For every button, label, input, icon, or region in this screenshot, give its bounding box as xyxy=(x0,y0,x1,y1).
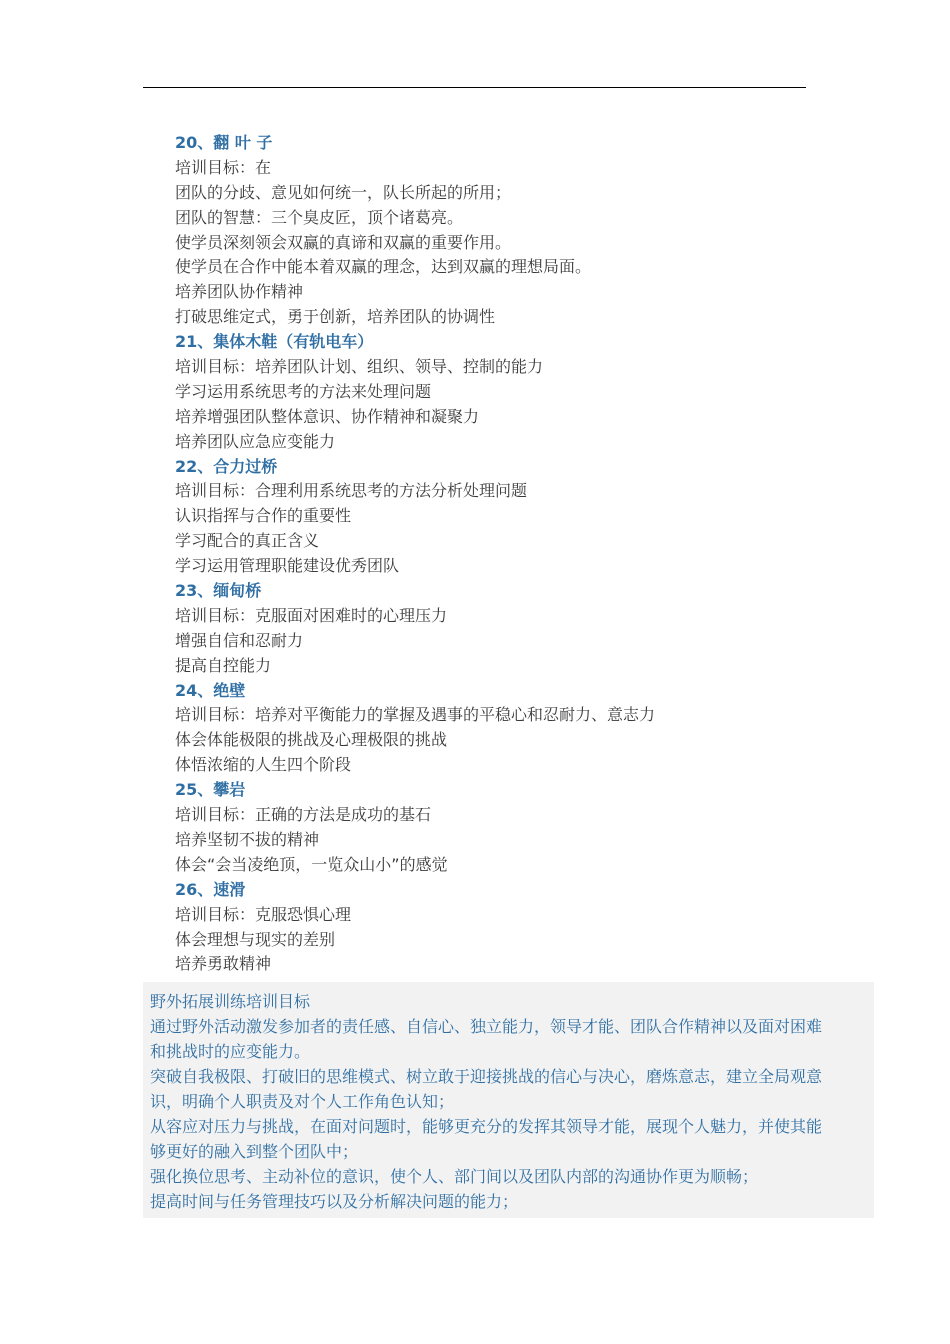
section-line: 培训目标：培养对平衡能力的掌握及遇事的平稳心和忍耐力、意志力 xyxy=(175,705,656,725)
section-title: 20、翻 叶 子 xyxy=(175,133,273,152)
section-line: 团队的智慧：三个臭皮匠，顶个诸葛亮。 xyxy=(175,207,464,227)
section-line: 培养团队应急应变能力 xyxy=(175,431,336,451)
summary-line: 从容应对压力与挑战，在面对问题时，能够更充分的发挥其领导才能，展现个人魅力，并使其能 xyxy=(150,1117,823,1136)
header-rule xyxy=(143,87,806,88)
section-line: 培训目标：合理利用系统思考的方法分析处理问题 xyxy=(175,481,528,501)
summary-line: 够更好的融入到整个团队中； xyxy=(150,1142,359,1161)
section-line: 体会体能极限的挑战及心理极限的挑战 xyxy=(175,730,448,750)
section-line: 学习运用管理职能建设优秀团队 xyxy=(175,556,400,576)
summary-line: 和挑战时的应变能力。 xyxy=(150,1042,311,1061)
section-line: 体会理想与现实的差别 xyxy=(175,929,336,949)
section-line: 认识指挥与合作的重要性 xyxy=(175,506,352,526)
section-line: 打破思维定式，勇于创新，培养团队的协调性 xyxy=(175,307,496,327)
section-line: 体悟浓缩的人生四个阶段 xyxy=(175,755,352,775)
summary-line: 突破自我极限、打破旧的思维模式、树立敢于迎接挑战的信心与决心，磨炼意志，建立全局观意 xyxy=(150,1067,823,1086)
section-21 xyxy=(175,330,855,454)
section-line: 使学员深刻领会双赢的真谛和双赢的重要作用。 xyxy=(175,232,512,252)
section-line: 团队的分歧、意见如何统一，队长所起的所用； xyxy=(175,182,512,202)
section-line: 培养团队协作精神 xyxy=(175,282,304,302)
section-line: 学习配合的真正含义 xyxy=(175,531,320,551)
section-26 xyxy=(175,878,855,978)
section-line: 培训目标：培养团队计划、组织、领导、控制的能力 xyxy=(175,357,544,377)
section-line: 培养勇敢精神 xyxy=(175,954,272,974)
section-line: 培训目标：正确的方法是成功的基石 xyxy=(175,805,432,825)
section-25 xyxy=(175,778,855,878)
section-title: 23、缅甸桥 xyxy=(175,581,262,601)
section-title: 25、攀岩 xyxy=(175,780,246,800)
section-title: 26、速滑 xyxy=(175,879,246,899)
section-24 xyxy=(175,679,855,779)
summary-title: 野外拓展训练培训目标 xyxy=(150,992,311,1011)
section-line: 学习运用系统思考的方法来处理问题 xyxy=(175,381,432,401)
section-title: 21、集体木鞋（有轨电车） xyxy=(175,332,374,352)
summary-line: 通过野外活动激发参加者的责任感、自信心、独立能力，领导才能、团队合作精神以及面对困难 xyxy=(150,1017,823,1036)
section-line: 使学员在合作中能本着双赢的理念，达到双赢的理想局面。 xyxy=(175,257,592,277)
section-23 xyxy=(175,579,855,679)
training-sections xyxy=(175,131,855,977)
summary-line: 强化换位思考、主动补位的意识，使个人、部门间以及团队内部的沟通协作更为顺畅； xyxy=(150,1167,759,1186)
section-line: 提高自控能力 xyxy=(175,655,272,675)
section-line: 培训目标：在 xyxy=(175,157,272,177)
section-line: 增强自信和忍耐力 xyxy=(175,630,304,650)
section-22 xyxy=(175,455,855,579)
section-title: 22、合力过桥 xyxy=(175,456,278,476)
section-20 xyxy=(175,131,855,330)
section-line: 培养增强团队整体意识、协作精神和凝聚力 xyxy=(175,406,480,426)
summary-line: 识，明确个人职责及对个人工作角色认知； xyxy=(150,1092,455,1111)
summary-line: 提高时间与任务管理技巧以及分析解决问题的能力； xyxy=(150,1192,519,1211)
section-title: 24、绝壁 xyxy=(175,680,246,700)
outdoor-training-summary xyxy=(143,982,874,1218)
section-line: 体会“会当凌绝顶，一览众山小”的感觉 xyxy=(175,854,448,874)
section-line: 培训目标：克服面对困难时的心理压力 xyxy=(175,605,448,625)
section-line: 培训目标：克服恐惧心理 xyxy=(175,904,352,924)
section-line: 培养坚韧不拔的精神 xyxy=(175,829,320,849)
